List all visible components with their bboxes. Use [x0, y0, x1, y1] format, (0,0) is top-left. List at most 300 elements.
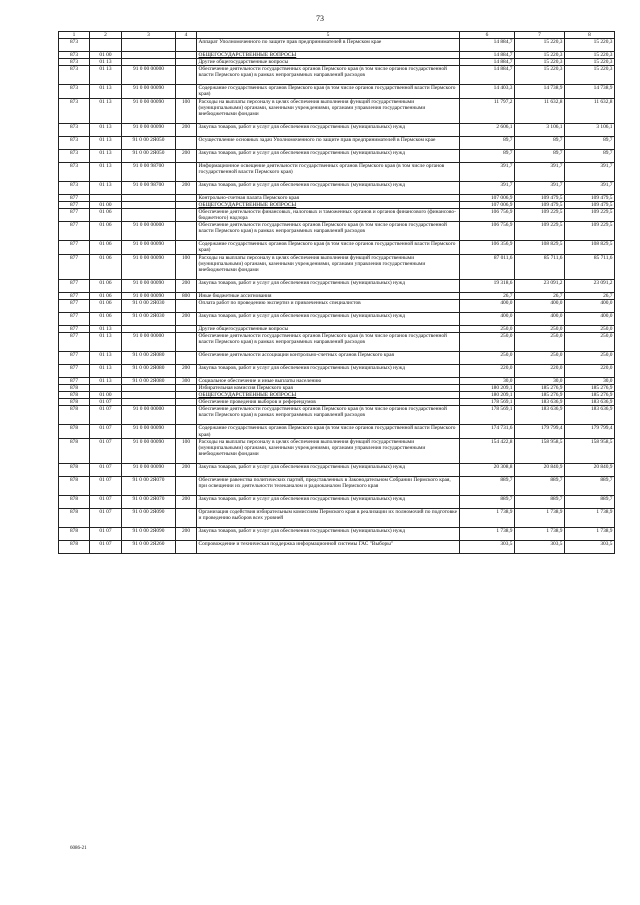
cell-amount-year-2: 889,7	[515, 476, 565, 495]
cell-amount-year-1: 107 006,9	[460, 194, 515, 201]
cell-section: 01 13	[90, 59, 122, 66]
cell-amount-year-1: 180 209,1	[460, 385, 515, 392]
cell-item-name: Сопровождение и техническая поддержка информационной системы ГАС "Выборы"	[197, 541, 460, 554]
cell-target-item: 91 0 00 2Я080	[122, 351, 176, 364]
cell-target-item: 91 0 00 00090	[122, 425, 176, 438]
cell-section: 01 13	[90, 364, 122, 377]
cell-amount-year-1: 250,0	[460, 351, 515, 364]
cell-amount-year-1: 889,7	[460, 476, 515, 495]
cell-section: 01 06	[90, 279, 122, 292]
cell-amount-year-2: 109 479,5	[515, 201, 565, 208]
cell-amount-year-2: 250,0	[515, 325, 565, 332]
cell-item-name: ОБЩЕГОСУДАРСТВЕННЫЕ ВОПРОСЫ	[197, 201, 460, 208]
cell-amount-year-1: 220,0	[460, 364, 515, 377]
cell-target-item: 91 0 00 00090	[122, 254, 176, 279]
cell-amount-year-2: 109 229,5	[515, 209, 565, 222]
cell-amount-year-2: 185 276,9	[515, 392, 565, 399]
table-row	[59, 377, 615, 384]
cell-item-name: Закупка товаров, работ и услуг для обеспечения государственных (муниципальных) нужд	[197, 149, 460, 162]
cell-item-name: Закупка товаров, работ и услуг для обеспечения государственных (муниципальных) нужд	[197, 181, 460, 194]
cell-amount-year-1: 19 318,6	[460, 279, 515, 292]
table-row	[59, 241, 615, 254]
cell-amount-year-2: 179 799,4	[515, 425, 565, 438]
cell-department: 877	[59, 325, 90, 332]
cell-amount-year-2: 391,7	[515, 162, 565, 181]
cell-target-item: 91 0 00 00090	[122, 279, 176, 292]
cell-amount-year-3: 303,5	[565, 541, 615, 554]
cell-amount-year-3: 400,0	[565, 312, 615, 325]
cell-amount-year-3: 15 220,3	[565, 59, 615, 66]
cell-amount-year-2: 158 958,5	[515, 438, 565, 463]
cell-department: 873	[59, 181, 90, 194]
cell-amount-year-1: 14 884,7	[460, 66, 515, 85]
cell-amount-year-1: 14 884,7	[460, 59, 515, 66]
cell-section: 01 13	[90, 85, 122, 98]
table-row	[59, 85, 615, 98]
cell-target-item: 91 0 00 2Я090	[122, 528, 176, 541]
table-row	[59, 528, 615, 541]
cell-amount-year-2: 109 229,5	[515, 222, 565, 241]
cell-amount-year-2: 89,7	[515, 149, 565, 162]
cell-department: 873	[59, 136, 90, 149]
cell-amount-year-2: 108 829,5	[515, 241, 565, 254]
cell-expense-type	[176, 85, 197, 98]
cell-item-name: Аппарат Уполномоченного по защите прав предпринимателей в Пермском крае	[197, 39, 460, 52]
cell-target-item	[122, 39, 176, 52]
cell-amount-year-2: 15 220,3	[515, 59, 565, 66]
cell-section: 01 06	[90, 299, 122, 312]
cell-target-item	[122, 52, 176, 59]
column-header: 4	[176, 32, 197, 39]
cell-expense-type	[176, 541, 197, 554]
cell-amount-year-1: 30,0	[460, 377, 515, 384]
cell-section: 01 07	[90, 541, 122, 554]
table-row	[59, 123, 615, 136]
cell-item-name: Обеспечение деятельности финансовых, налоговых и таможенных органов и органов финансового (финансово-бюджетного) надзора	[197, 209, 460, 222]
table-row	[59, 254, 615, 279]
cell-amount-year-1: 11 797,2	[460, 98, 515, 123]
cell-expense-type	[176, 476, 197, 495]
cell-expense-type: 100	[176, 98, 197, 123]
cell-amount-year-3: 250,0	[565, 332, 615, 351]
cell-item-name: Расходы на выплаты персоналу в целях обеспечения выполнения функций государственными (муниципальными) органами, казенными учреждениями, органами управления государственными внебюджетными фондами	[197, 438, 460, 463]
cell-department: 873	[59, 162, 90, 181]
cell-expense-type	[176, 399, 197, 406]
cell-expense-type	[176, 425, 197, 438]
cell-amount-year-2: 1 738,9	[515, 528, 565, 541]
cell-amount-year-2: 250,0	[515, 351, 565, 364]
cell-department: 873	[59, 85, 90, 98]
cell-amount-year-2: 183 636,9	[515, 399, 565, 406]
page-number: 73	[316, 14, 324, 23]
cell-department: 873	[59, 52, 90, 59]
table-row	[59, 392, 615, 399]
cell-item-name: Оплата работ по проведению экспертиз и привлеченных специалистов	[197, 299, 460, 312]
cell-item-name: Содержание государственных органов Пермского края (в том числе органов государственной власти Пермского края)	[197, 85, 460, 98]
table-row	[59, 149, 615, 162]
cell-expense-type: 800	[176, 292, 197, 299]
cell-amount-year-3: 26,7	[565, 292, 615, 299]
cell-amount-year-2: 15 220,3	[515, 52, 565, 59]
cell-department: 877	[59, 312, 90, 325]
cell-expense-type: 200	[176, 495, 197, 508]
cell-item-name: Закупка товаров, работ и услуг для обеспечения государственных (муниципальных) нужд	[197, 463, 460, 476]
cell-department: 873	[59, 39, 90, 52]
cell-section: 01 13	[90, 332, 122, 351]
cell-amount-year-3: 185 276,9	[565, 392, 615, 399]
cell-target-item: 91 0 00 00000	[122, 66, 176, 85]
cell-amount-year-3: 3 106,1	[565, 123, 615, 136]
table-row	[59, 59, 615, 66]
cell-expense-type	[176, 201, 197, 208]
cell-amount-year-3: 23 091,2	[565, 279, 615, 292]
cell-expense-type	[176, 299, 197, 312]
cell-target-item: 91 0 00 2Я080	[122, 364, 176, 377]
cell-amount-year-2: 1 738,9	[515, 508, 565, 527]
cell-expense-type	[176, 325, 197, 332]
cell-section: 01 13	[90, 325, 122, 332]
footer-code: 6086-21	[70, 846, 87, 851]
cell-item-name: Контрольно-счетная палата Пермского края	[197, 194, 460, 201]
cell-target-item: 91 0 00 2Я070	[122, 476, 176, 495]
cell-target-item: 91 0 00 2Я030	[122, 299, 176, 312]
cell-amount-year-3: 391,7	[565, 162, 615, 181]
cell-department: 877	[59, 299, 90, 312]
cell-amount-year-1: 89,7	[460, 149, 515, 162]
cell-amount-year-2: 391,7	[515, 181, 565, 194]
cell-department: 873	[59, 149, 90, 162]
cell-amount-year-3: 391,7	[565, 181, 615, 194]
cell-target-item: 91 0 00 00000	[122, 332, 176, 351]
cell-target-item: 91 0 00 00090	[122, 123, 176, 136]
cell-section: 01 00	[90, 201, 122, 208]
table-row	[59, 508, 615, 527]
table-row	[59, 279, 615, 292]
cell-expense-type: 200	[176, 279, 197, 292]
cell-target-item: 91 0 00 00000	[122, 222, 176, 241]
cell-amount-year-1: 400,0	[460, 299, 515, 312]
cell-amount-year-1: 106 356,9	[460, 241, 515, 254]
cell-amount-year-3: 109 229,5	[565, 209, 615, 222]
cell-target-item	[122, 201, 176, 208]
cell-amount-year-3: 20 840,9	[565, 463, 615, 476]
cell-target-item: 91 0 00 2Я050	[122, 136, 176, 149]
cell-item-name: Социальное обеспечение и иные выплаты населению	[197, 377, 460, 384]
cell-section: 01 07	[90, 508, 122, 527]
cell-amount-year-1: 106 756,9	[460, 222, 515, 241]
cell-amount-year-1: 174 731,6	[460, 425, 515, 438]
cell-amount-year-1: 14 884,7	[460, 39, 515, 52]
cell-item-name: Закупка товаров, работ и услуг для обеспечения государственных (муниципальных) нужд	[197, 279, 460, 292]
table-row	[59, 181, 615, 194]
cell-department: 877	[59, 241, 90, 254]
cell-section: 01 13	[90, 66, 122, 85]
cell-amount-year-3: 889,7	[565, 476, 615, 495]
cell-expense-type: 300	[176, 377, 197, 384]
cell-target-item: 91 0 00 00090	[122, 463, 176, 476]
table-row	[59, 98, 615, 123]
cell-item-name: ОБЩЕГОСУДАРСТВЕННЫЕ ВОПРОСЫ	[197, 392, 460, 399]
cell-target-item: 91 0 00 00090	[122, 292, 176, 299]
table-header-row	[59, 32, 615, 39]
column-header: 5	[197, 32, 460, 39]
cell-amount-year-1: 180 209,1	[460, 392, 515, 399]
cell-item-name: Информационное освещение деятельности государственных органов Пермского края (в том числе органов государственной власти Пермского края)	[197, 162, 460, 181]
cell-section: 01 07	[90, 399, 122, 406]
cell-item-name: Обеспечение деятельности государственных органов Пермского края (в том числе органов государственной власти Пермского края) в рамках непрограммных направлений расходов	[197, 332, 460, 351]
column-header: 7	[515, 32, 565, 39]
column-header: 1	[59, 32, 90, 39]
cell-department: 878	[59, 476, 90, 495]
cell-department: 878	[59, 406, 90, 425]
cell-amount-year-2: 89,7	[515, 136, 565, 149]
cell-item-name: Содержание государственных органов Пермского края (в том числе органов государственной власти Пермского края)	[197, 241, 460, 254]
cell-department: 877	[59, 194, 90, 201]
cell-target-item	[122, 392, 176, 399]
cell-department: 877	[59, 332, 90, 351]
cell-amount-year-1: 391,7	[460, 181, 515, 194]
cell-amount-year-2: 303,5	[515, 541, 565, 554]
column-header: 8	[565, 32, 615, 39]
cell-expense-type	[176, 332, 197, 351]
cell-amount-year-1: 89,7	[460, 136, 515, 149]
cell-expense-type	[176, 162, 197, 181]
cell-amount-year-2: 14 738,9	[515, 85, 565, 98]
cell-department: 873	[59, 59, 90, 66]
cell-amount-year-1: 250,0	[460, 325, 515, 332]
cell-section: 01 13	[90, 377, 122, 384]
cell-target-item: 91 0 00 98700	[122, 162, 176, 181]
cell-amount-year-1: 1 738,9	[460, 508, 515, 527]
cell-section: 01 06	[90, 241, 122, 254]
cell-section: 01 13	[90, 98, 122, 123]
cell-expense-type	[176, 59, 197, 66]
cell-amount-year-1: 303,5	[460, 541, 515, 554]
cell-section: 01 13	[90, 149, 122, 162]
cell-section: 01 13	[90, 123, 122, 136]
cell-target-item: 91 0 00 2Я030	[122, 312, 176, 325]
cell-amount-year-3: 15 220,3	[565, 39, 615, 52]
budget-table	[58, 31, 615, 554]
cell-target-item: 91 0 00 98700	[122, 181, 176, 194]
cell-amount-year-3: 1 738,9	[565, 528, 615, 541]
cell-amount-year-1: 178 569,1	[460, 399, 515, 406]
cell-section: 01 00	[90, 52, 122, 59]
table-row	[59, 194, 615, 201]
cell-target-item: 91 0 00 00090	[122, 98, 176, 123]
cell-expense-type	[176, 39, 197, 52]
cell-department: 878	[59, 392, 90, 399]
table-row	[59, 399, 615, 406]
cell-amount-year-2: 30,0	[515, 377, 565, 384]
cell-amount-year-3: 85 711,6	[565, 254, 615, 279]
cell-amount-year-3: 250,0	[565, 325, 615, 332]
cell-department: 878	[59, 495, 90, 508]
cell-department: 878	[59, 399, 90, 406]
table-row	[59, 406, 615, 425]
cell-department: 878	[59, 385, 90, 392]
cell-target-item	[122, 59, 176, 66]
cell-item-name: Другие общегосударственные вопросы	[197, 59, 460, 66]
cell-amount-year-1: 106 756,9	[460, 209, 515, 222]
cell-expense-type	[176, 136, 197, 149]
cell-amount-year-1: 2 606,1	[460, 123, 515, 136]
cell-amount-year-2: 85 711,6	[515, 254, 565, 279]
cell-item-name: Другие общегосударственные вопросы	[197, 325, 460, 332]
table-row	[59, 299, 615, 312]
cell-amount-year-3: 250,0	[565, 351, 615, 364]
cell-item-name: Обеспечение деятельности государственных органов Пермского края (в том числе органов государственной власти Пермского края) в рамках непрограммных направлений расходов	[197, 406, 460, 425]
cell-section: 01 06	[90, 312, 122, 325]
cell-target-item: 91 0 00 00000	[122, 406, 176, 425]
cell-item-name: Расходы на выплаты персоналу в целях обеспечения выполнения функций государственными (муниципальными) органами, казенными учреждениями, органами управления государственными внебюджетными фондами	[197, 254, 460, 279]
cell-amount-year-3: 220,0	[565, 364, 615, 377]
cell-target-item: 91 0 00 00090	[122, 438, 176, 463]
table-row	[59, 222, 615, 241]
table-row	[59, 201, 615, 208]
cell-department: 873	[59, 66, 90, 85]
cell-amount-year-3: 11 632,8	[565, 98, 615, 123]
cell-target-item: 91 0 00 2Я090	[122, 508, 176, 527]
cell-section: 01 07	[90, 463, 122, 476]
cell-target-item: 91 0 00 2Я080	[122, 377, 176, 384]
cell-amount-year-1: 889,7	[460, 495, 515, 508]
table-row	[59, 364, 615, 377]
cell-amount-year-1: 1 738,9	[460, 528, 515, 541]
cell-expense-type: 100	[176, 254, 197, 279]
cell-amount-year-3: 30,0	[565, 377, 615, 384]
cell-target-item	[122, 209, 176, 222]
cell-section: 01 13	[90, 136, 122, 149]
cell-amount-year-2: 109 479,5	[515, 194, 565, 201]
cell-amount-year-1: 26,7	[460, 292, 515, 299]
cell-item-name: Обеспечение проведения выборов и референдумов	[197, 399, 460, 406]
cell-section: 01 07	[90, 476, 122, 495]
cell-item-name: Расходы на выплаты персоналу в целях обеспечения выполнения функций государственными (муниципальными) органами, казенными учреждениями, органами управления государственными внебюджетными фондами	[197, 98, 460, 123]
cell-amount-year-2: 400,0	[515, 299, 565, 312]
column-header: 3	[122, 32, 176, 39]
cell-amount-year-3: 89,7	[565, 136, 615, 149]
cell-target-item	[122, 325, 176, 332]
cell-department: 877	[59, 201, 90, 208]
table-row	[59, 332, 615, 351]
table-row	[59, 541, 615, 554]
table-row	[59, 495, 615, 508]
cell-expense-type	[176, 351, 197, 364]
cell-amount-year-1: 14 403,3	[460, 85, 515, 98]
table-row	[59, 438, 615, 463]
cell-amount-year-2: 183 636,9	[515, 406, 565, 425]
cell-department: 878	[59, 528, 90, 541]
cell-department: 877	[59, 292, 90, 299]
cell-item-name: Осуществление основных задач Уполномоченного по защите прав предпринимателей в Пермском крае	[197, 136, 460, 149]
cell-item-name: Обеспечение деятельности государственных органов Пермского края (в том числе органов государственной власти Пермского края) в рамках непрограммных направлений расходов	[197, 222, 460, 241]
cell-expense-type	[176, 66, 197, 85]
cell-item-name: Содержание государственных органов Пермского края (в том числе органов государственной власти Пермского края)	[197, 425, 460, 438]
cell-department: 878	[59, 463, 90, 476]
cell-department: 878	[59, 425, 90, 438]
cell-expense-type: 200	[176, 149, 197, 162]
cell-expense-type	[176, 406, 197, 425]
cell-target-item: 91 0 00 00090	[122, 241, 176, 254]
cell-expense-type: 200	[176, 463, 197, 476]
cell-amount-year-3: 179 799,4	[565, 425, 615, 438]
cell-department: 878	[59, 438, 90, 463]
cell-expense-type	[176, 222, 197, 241]
cell-department: 878	[59, 541, 90, 554]
cell-department: 877	[59, 351, 90, 364]
cell-department: 877	[59, 364, 90, 377]
cell-amount-year-2: 3 106,1	[515, 123, 565, 136]
cell-section: 01 13	[90, 162, 122, 181]
table-row	[59, 463, 615, 476]
cell-amount-year-3: 89,7	[565, 149, 615, 162]
cell-item-name: Избирательная комиссия Пермского края	[197, 385, 460, 392]
column-header: 6	[460, 32, 515, 39]
cell-expense-type: 200	[176, 123, 197, 136]
table-row	[59, 292, 615, 299]
table-body	[59, 39, 615, 554]
cell-section: 01 07	[90, 438, 122, 463]
table-row	[59, 476, 615, 495]
cell-amount-year-2: 220,0	[515, 364, 565, 377]
cell-amount-year-2: 23 091,2	[515, 279, 565, 292]
cell-amount-year-3: 158 958,5	[565, 438, 615, 463]
cell-amount-year-2: 15 220,3	[515, 39, 565, 52]
cell-amount-year-3: 109 479,5	[565, 194, 615, 201]
cell-amount-year-2: 185 276,9	[515, 385, 565, 392]
cell-department: 877	[59, 254, 90, 279]
cell-item-name: Закупка товаров, работ и услуг для обеспечения государственных (муниципальных) нужд	[197, 364, 460, 377]
cell-item-name: Обеспечение равенства политических партий, представленных в Законодательном Собрании Пермского края, при освещении их деятельности телеканалом и радиоканалом Пермского края	[197, 476, 460, 495]
cell-item-name: Закупка товаров, работ и услуг для обеспечения государственных (муниципальных) нужд	[197, 312, 460, 325]
cell-section	[90, 39, 122, 52]
cell-item-name: Иные бюджетные ассигнования	[197, 292, 460, 299]
cell-item-name: Закупка товаров, работ и услуг для обеспечения государственных (муниципальных) нужд	[197, 495, 460, 508]
cell-amount-year-2: 889,7	[515, 495, 565, 508]
cell-item-name: Закупка товаров, работ и услуг для обеспечения государственных (муниципальных) нужд	[197, 123, 460, 136]
cell-amount-year-1: 154 422,8	[460, 438, 515, 463]
cell-department: 873	[59, 98, 90, 123]
cell-section	[90, 385, 122, 392]
cell-section	[90, 194, 122, 201]
cell-amount-year-1: 87 011,6	[460, 254, 515, 279]
cell-target-item	[122, 194, 176, 201]
cell-section: 01 07	[90, 406, 122, 425]
cell-amount-year-3: 1 738,9	[565, 508, 615, 527]
cell-expense-type	[176, 194, 197, 201]
cell-department: 877	[59, 209, 90, 222]
column-header: 2	[90, 32, 122, 39]
cell-section: 01 13	[90, 351, 122, 364]
table-row	[59, 325, 615, 332]
cell-section: 01 06	[90, 222, 122, 241]
cell-target-item: 91 0 00 2Я070	[122, 495, 176, 508]
cell-item-name: ОБЩЕГОСУДАРСТВЕННЫЕ ВОПРОСЫ	[197, 52, 460, 59]
table-row	[59, 209, 615, 222]
cell-amount-year-1: 391,7	[460, 162, 515, 181]
cell-section: 01 07	[90, 528, 122, 541]
cell-department: 873	[59, 123, 90, 136]
cell-section: 01 06	[90, 209, 122, 222]
cell-expense-type	[176, 508, 197, 527]
cell-target-item: 91 0 00 2Я260	[122, 541, 176, 554]
cell-section: 01 00	[90, 392, 122, 399]
cell-item-name: Обеспечение деятельности государственных органов Пермского края (в том числе органов государственной власти Пермского края) в рамках непрограммных направлений расходов	[197, 66, 460, 85]
cell-amount-year-1: 20 308,8	[460, 463, 515, 476]
cell-expense-type	[176, 241, 197, 254]
table-row	[59, 39, 615, 52]
